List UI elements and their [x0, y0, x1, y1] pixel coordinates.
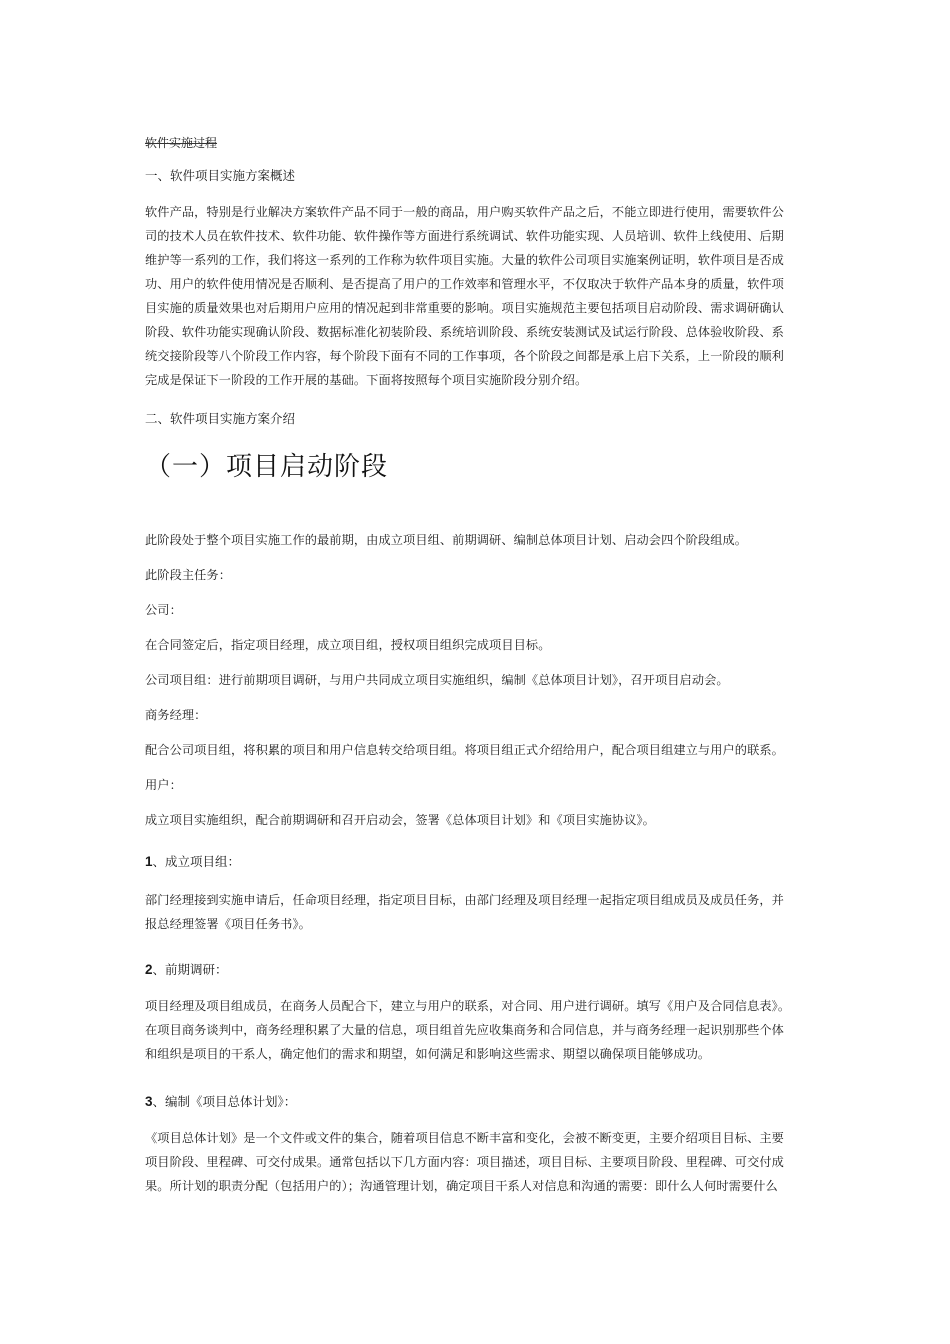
step-number: 3 [145, 1094, 153, 1109]
intro-line: 完成是保证下一阶段的工作开展的基础。下面将按照每个项目实施阶段分别介绍。 [145, 373, 588, 387]
step1-paragraph [145, 888, 810, 936]
phase-heading: （一）项目启动阶段 [145, 452, 389, 482]
biz-manager-label: 商务经理： [145, 708, 207, 722]
step-heading-2 [145, 958, 810, 982]
section-heading-1: 一、软件项目实施方案概述 [145, 168, 296, 183]
step-title: 、编制《项目总体计划》： [152, 1094, 297, 1109]
project-team-task: 公司项目组：进行前期项目调研，与用户共同成立项目实施组织，编制《总体项目计划》，召开项目启动会。 [145, 673, 729, 687]
section-heading-2: 二、软件项目实施方案介绍 [145, 411, 296, 426]
step-title: 、成立项目组： [152, 854, 241, 869]
user-label: 用户： [145, 778, 182, 792]
step-number: 2 [145, 962, 153, 977]
intro-line: 阶段、软件功能实现确认阶段、数据标准化初装阶段、系统培训阶段、系统安装测试及试运行阶段、总体验收阶段、系 [145, 325, 784, 339]
step3-line: 《项目总体计划》是一个文件或文件的集合，随着项目信息不断丰富和变化，会被不断变更，主要介绍项目目标、主要 [145, 1131, 784, 1145]
step3-line: 项目阶段、里程碑、可交付成果。通常包括以下几方面内容：项目描述，项目目标、主要项目阶段、里程碑、可交付成 [145, 1155, 784, 1169]
intro-line: 目实施的质量效果也对后期用户应用的情况起到非常重要的影响。项目实施规范主要包括项目启动阶段、需求调研确认 [145, 301, 784, 315]
company-label: 公司： [145, 603, 182, 617]
step3-paragraph [145, 1126, 810, 1198]
step2-line: 和组织是项目的干系人，确定他们的需求和期望，如何满足和影响这些需求、期望以确保项目能够成功。 [145, 1047, 711, 1061]
intro-line: 功、用户的软件使用情况是否顺利、是否提高了用户的工作效率和管理水平，不仅取决于软件产品本身的质量，软件项 [145, 277, 784, 291]
step2-paragraph [145, 994, 810, 1066]
intro-paragraph [145, 200, 810, 392]
main-tasks-label: 此阶段主任务： [145, 568, 232, 582]
intro-line: 统交接阶段等八个阶段工作内容，每个阶段下面有不同的工作事项，各个阶段之间都是承上启下关系，上一阶段的顺利 [145, 349, 784, 363]
step-heading-3 [145, 1090, 810, 1114]
step3-line: 果。所计划的职责分配（包括用户的）；沟通管理计划，确定项目干系人对信息和沟通的需要：即什么人何时需要什么 [145, 1179, 778, 1193]
user-task: 成立项目实施组织，配合前期调研和召开启动会，签署《总体项目计划》和《项目实施协议》。 [145, 813, 655, 827]
step-heading-1 [145, 850, 810, 874]
step1-line: 部门经理接到实施申请后，任命项目经理，指定项目目标，由部门经理及项目经理一起指定项目组成员及成员任务，并 [145, 893, 784, 907]
biz-manager-task: 配合公司项目组，将积累的项目和用户信息转交给项目组。将项目组正式介绍给用户，配合项目组建立与用户的联系。 [145, 743, 784, 757]
doc-title: 软件实施过程 [145, 136, 218, 150]
intro-line: 司的技术人员在软件技术、软件功能、软件操作等方面进行系统调试、软件功能实现、人员培训、软件上线使用、后期 [145, 229, 784, 243]
step2-line: 项目经理及项目组成员，在商务人员配合下，建立与用户的联系，对合同、用户进行调研。填写《用户及合同信息表》。 [145, 999, 791, 1013]
intro-line: 维护等一系列的工作，我们将这一系列的工作称为软件项目实施。大量的软件公司项目实施案例证明，软件项目是否成 [145, 253, 784, 267]
phase-description: 此阶段处于整个项目实施工作的最前期，由成立项目组、前期调研、编制总体项目计划、启动会四个阶段组成。 [145, 533, 748, 547]
step1-line: 报总经理签署《项目任务书》。 [145, 917, 311, 931]
intro-line: 软件产品，特别是行业解决方案软件产品不同于一般的商品，用户购买软件产品之后，不能立即进行使用，需要软件公 [145, 205, 784, 219]
step-number: 1 [145, 854, 153, 869]
step2-line: 在项目商务谈判中，商务经理积累了大量的信息，项目组首先应收集商务和合同信息，并与商务经理一起识别那些个体 [145, 1023, 784, 1037]
step-title: 、前期调研： [152, 962, 228, 977]
company-task: 在合同签定后，指定项目经理，成立项目组，授权项目组织完成项目目标。 [145, 638, 551, 652]
